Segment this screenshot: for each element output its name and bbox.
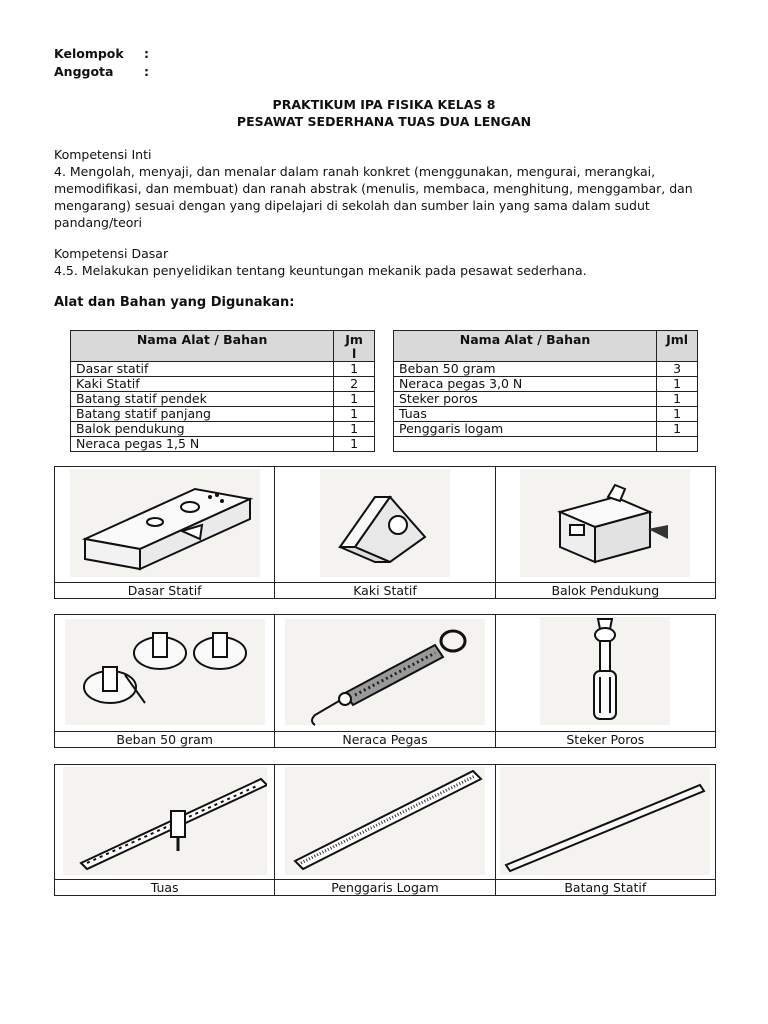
- item-name: Batang statif panjang: [71, 407, 334, 422]
- col-name-header: Nama Alat / Bahan: [71, 331, 334, 362]
- item-qty: 2: [334, 377, 375, 392]
- item-qty: 1: [657, 392, 698, 407]
- table-row: [394, 377, 698, 392]
- col-qty-header: [334, 331, 375, 362]
- title-line-1: PRAKTIKUM IPA FISIKA KELAS 8: [272, 97, 496, 112]
- kaki-statif-image: [275, 467, 494, 579]
- table-row: [71, 407, 375, 422]
- equipment-caption: Batang Statif: [496, 879, 715, 895]
- item-name: Neraca pegas 1,5 N: [71, 437, 334, 452]
- equipment-gallery-row-2: [54, 614, 716, 748]
- item-name: Neraca pegas 3,0 N: [394, 377, 657, 392]
- item-qty: 1: [334, 407, 375, 422]
- kelompok-colon: :: [144, 46, 149, 61]
- item-name: Balok pendukung: [71, 422, 334, 437]
- equipment-caption: Tuas: [55, 879, 274, 895]
- item-qty: 1: [334, 422, 375, 437]
- ki-heading: Kompetensi Inti: [54, 147, 152, 162]
- materials-table-right: [393, 330, 698, 452]
- kd-heading: Kompetensi Dasar: [54, 246, 169, 261]
- item-qty: 1: [657, 377, 698, 392]
- item-name: Penggaris logam: [394, 422, 657, 437]
- equipment-caption: Penggaris Logam: [275, 879, 494, 895]
- equipment-caption: Dasar Statif: [55, 582, 274, 598]
- equipment-card-batang-statif: [495, 765, 715, 895]
- anggota-colon: :: [144, 64, 149, 79]
- item-name: Steker poros: [394, 392, 657, 407]
- dasar-statif-image: [55, 467, 274, 579]
- table-row: [394, 407, 698, 422]
- equipment-caption: Neraca Pegas: [275, 731, 494, 747]
- equipment-card-tuas: [55, 765, 274, 895]
- title-line-2: PESAWAT SEDERHANA TUAS DUA LENGAN: [236, 114, 532, 129]
- beban-image: [55, 615, 274, 727]
- col-qty-part: Jm: [345, 332, 363, 347]
- table-row: [394, 437, 698, 452]
- equipment-card-neraca-pegas: [274, 615, 494, 747]
- ki-line: mengarang) sesuai dengan yang dipelajari di sekolah dan sumber lain yang sama dalam sudut: [54, 198, 650, 213]
- table-row: [71, 377, 375, 392]
- equipment-caption: Balok Pendukung: [496, 582, 715, 598]
- item-qty: 3: [657, 362, 698, 377]
- col-qty-header: Jml: [657, 331, 698, 362]
- neraca-pegas-image: [275, 615, 494, 727]
- balok-pendukung-image: [496, 467, 715, 579]
- equipment-gallery-row-1: [54, 466, 716, 599]
- equipment-caption: Kaki Statif: [275, 582, 494, 598]
- table-row: [71, 437, 375, 452]
- equipment-caption: Steker Poros: [496, 731, 715, 747]
- item-qty: 1: [657, 407, 698, 422]
- ki-line: pandang/teori: [54, 215, 143, 230]
- steker-poros-image: [496, 615, 715, 727]
- table-row: [394, 362, 698, 377]
- kd-text: 4.5. Melakukan penyelidikan tentang keuntungan mekanik pada pesawat sederhana.: [54, 263, 587, 278]
- equipment-caption: Beban 50 gram: [55, 731, 274, 747]
- item-qty: 1: [334, 392, 375, 407]
- item-qty: [657, 437, 698, 452]
- item-name: Batang statif pendek: [71, 392, 334, 407]
- equipment-card-dasar-statif: [55, 467, 274, 598]
- table-row: [394, 422, 698, 437]
- item-name: Kaki Statif: [71, 377, 334, 392]
- tuas-image: [55, 765, 274, 877]
- col-qty-part: l: [351, 346, 357, 361]
- batang-statif-image: [496, 765, 715, 877]
- anggota-label: Anggota: [54, 64, 114, 79]
- item-qty: 1: [334, 362, 375, 377]
- table-row: [71, 362, 375, 377]
- ki-paragraph: [54, 163, 734, 231]
- item-qty: 1: [657, 422, 698, 437]
- alat-heading: Alat dan Bahan yang Digunakan:: [54, 295, 295, 310]
- item-name: Dasar statif: [71, 362, 334, 377]
- equipment-card-kaki-statif: [274, 467, 494, 598]
- col-name-header: Nama Alat / Bahan: [394, 331, 657, 362]
- equipment-card-balok-pendukung: [495, 467, 715, 598]
- equipment-gallery-row-3: [54, 764, 716, 896]
- item-name: Tuas: [394, 407, 657, 422]
- ki-line: 4. Mengolah, menyaji, dan menalar dalam ranah konkret (menggunakan, mengurai, merangkai,: [54, 164, 656, 179]
- item-name: Beban 50 gram: [394, 362, 657, 377]
- item-name: [394, 437, 657, 452]
- item-qty: 1: [334, 437, 375, 452]
- kelompok-label: Kelompok: [54, 46, 124, 61]
- equipment-card-beban: [55, 615, 274, 747]
- table-header-row: [71, 331, 375, 362]
- table-row: [394, 392, 698, 407]
- penggaris-logam-image: [275, 765, 494, 877]
- table-row: [71, 422, 375, 437]
- table-row: [71, 392, 375, 407]
- equipment-card-penggaris-logam: [274, 765, 494, 895]
- ki-line: memodifikasi, dan membuat) dan ranah abstrak (menulis, membaca, menghitung, menggambar, dan: [54, 181, 693, 196]
- equipment-card-steker-poros: [495, 615, 715, 747]
- table-header-row: [394, 331, 698, 362]
- materials-table-left: [70, 330, 375, 452]
